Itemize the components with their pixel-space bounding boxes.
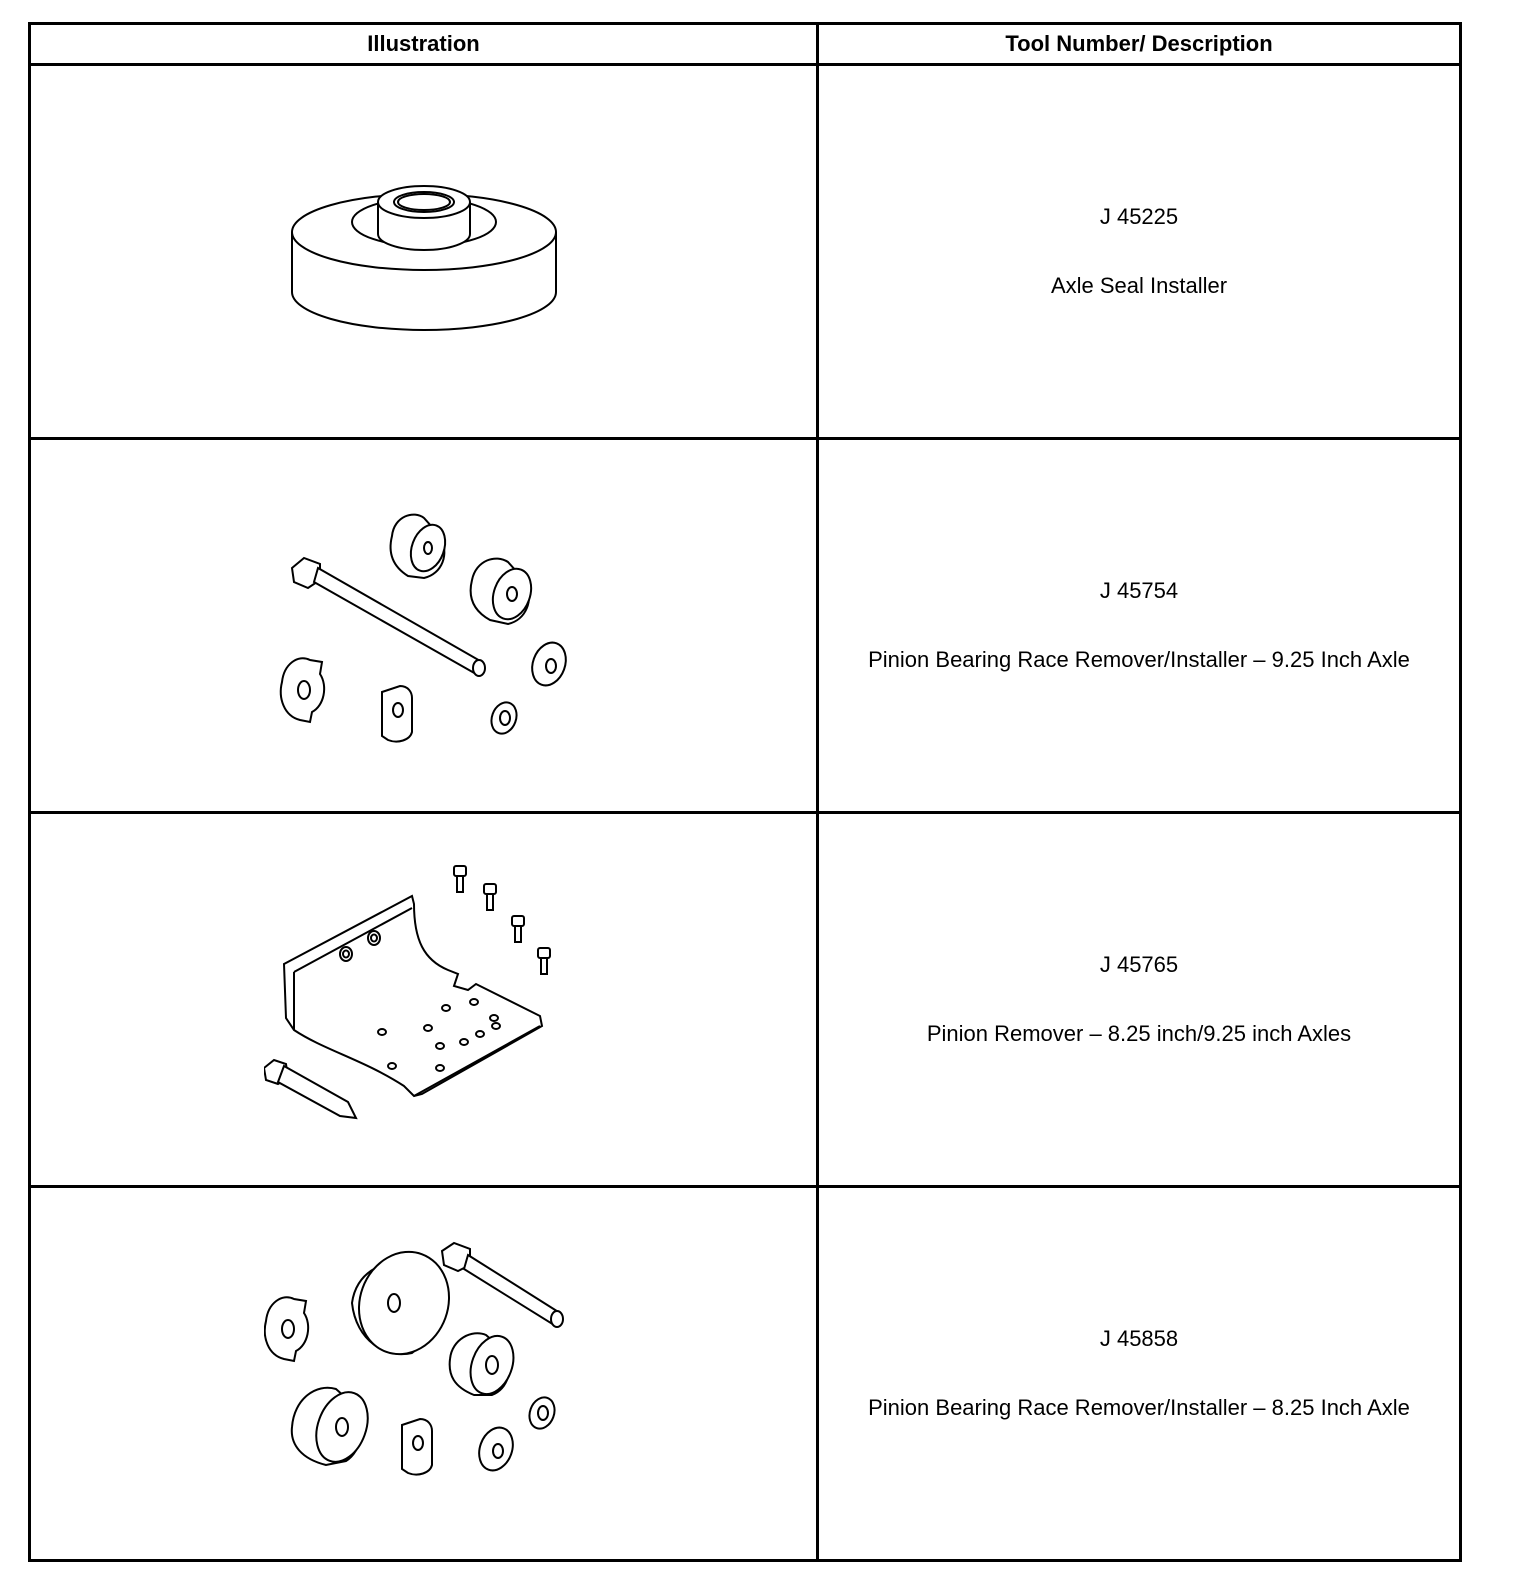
illustration-cell [30, 65, 818, 439]
tool-description-cell [818, 1187, 1461, 1561]
pinion-remover-bracket-icon [264, 860, 584, 1140]
special-tools-table [28, 22, 1462, 1562]
table-row [30, 1187, 1461, 1561]
tool-description: Pinion Bearing Race Remover/Installer – 8.25 Inch Axle [868, 1394, 1410, 1420]
pinion-bearing-race-tool-set-icon [264, 496, 584, 756]
illustration-cell [30, 1187, 818, 1561]
tool-description: Pinion Remover – 8.25 inch/9.25 inch Axles [926, 1020, 1352, 1046]
illustration-cell [30, 813, 818, 1187]
tool-number: J 45754 [1099, 578, 1179, 604]
tool-description-cell [818, 65, 1461, 439]
tool-description: Axle Seal Installer [1050, 272, 1228, 298]
tool-number: J 45858 [1099, 1326, 1179, 1352]
table-row [30, 813, 1461, 1187]
pinion-bearing-race-tool-set-icon [264, 1239, 584, 1509]
header-row [30, 24, 1461, 65]
table-row [30, 65, 1461, 439]
tool-number: J 45225 [1099, 204, 1179, 230]
axle-seal-installer-icon [274, 152, 574, 352]
tool-description: Pinion Bearing Race Remover/Installer – 9.25 Inch Axle [868, 646, 1410, 672]
header-tool-description: Tool Number/ Description [818, 24, 1461, 65]
illustration-cell [30, 439, 818, 813]
tool-number: J 45765 [1099, 952, 1179, 978]
tool-description-cell [818, 813, 1461, 1187]
header-illustration: Illustration [30, 24, 818, 65]
table-row [30, 439, 1461, 813]
tool-description-cell [818, 439, 1461, 813]
